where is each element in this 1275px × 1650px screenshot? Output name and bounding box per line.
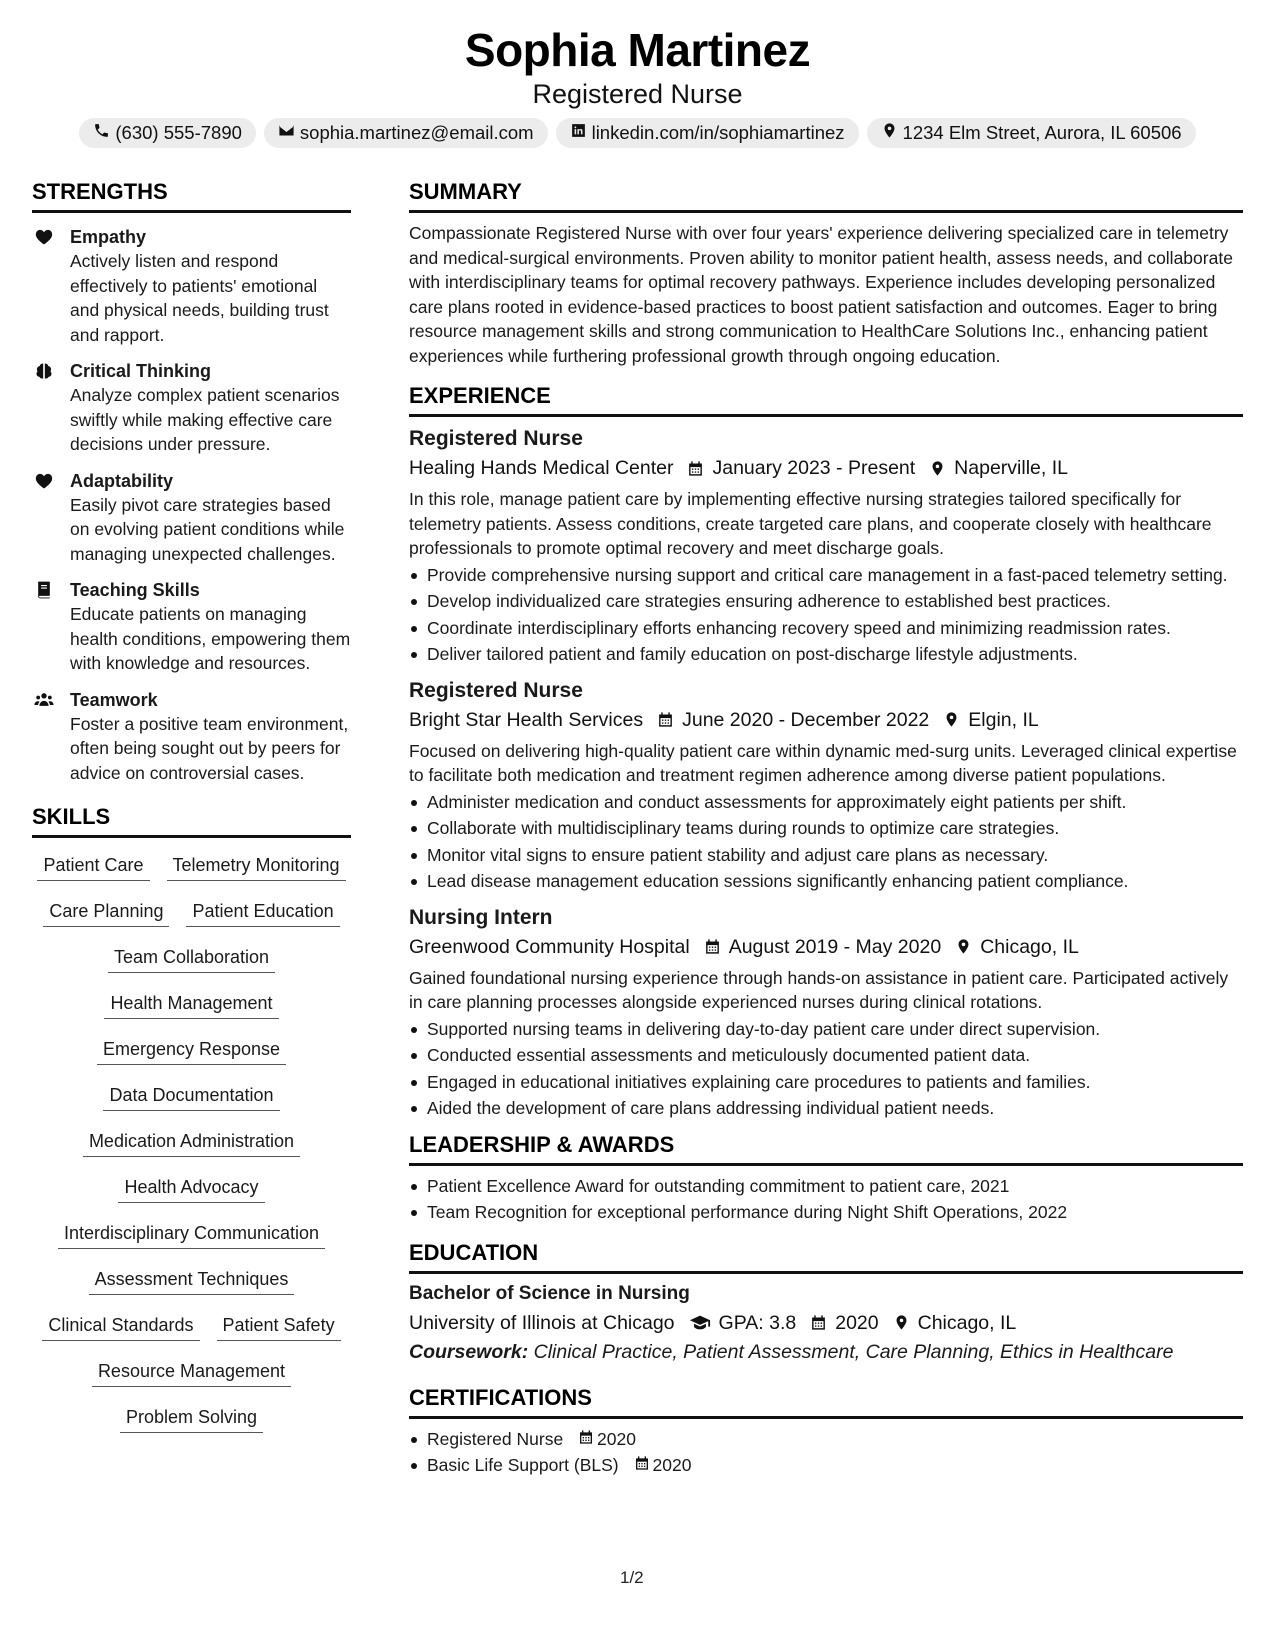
skill-tag: Resource Management xyxy=(92,1356,291,1387)
job-bullet: Lead disease management education sessions significantly enhancing patient compliance. xyxy=(409,869,1243,894)
contact-linkedin[interactable] xyxy=(556,118,859,148)
strength-title: Adaptability xyxy=(70,470,174,491)
strength-title: Critical Thinking xyxy=(70,361,212,381)
job-entry xyxy=(409,904,1243,1121)
job-location: Elgin, IL xyxy=(968,708,1039,731)
job-title: Registered Nurse xyxy=(409,427,583,450)
skill-tag: Team Collaboration xyxy=(108,942,275,973)
heart-icon xyxy=(34,471,54,491)
job-description: Focused on delivering high-quality patient care within dynamic med-surg units. Leveraged clinical expertise to facilitate both medication and treatment regimen adherence among diverse patient populations. xyxy=(409,740,1237,785)
job-dates: January 2023 - Present xyxy=(712,457,916,479)
awards-heading: LEADERSHIP & AWARDS xyxy=(409,1131,1243,1166)
job-bullet: Supported nursing teams in delivering day-to-day patient care under direct supervision. xyxy=(409,1017,1243,1042)
certification-name: Registered Nurse xyxy=(427,1428,564,1449)
left-column xyxy=(32,178,351,1448)
users-icon xyxy=(34,690,54,710)
job-company: Bright Star Health Services xyxy=(409,708,644,731)
award-item: Team Recognition for exceptional performance during Night Shift Operations, 2022 xyxy=(409,1200,1243,1225)
skill-tag: Health Management xyxy=(104,988,278,1019)
strength-desc: Easily pivot care strategies based on evolving patient conditions while managing unexpected challenges. xyxy=(70,494,345,564)
strength-item xyxy=(32,469,351,567)
strengths-heading: STRENGTHS xyxy=(32,178,351,213)
calendar-icon xyxy=(634,1453,650,1478)
phone-icon xyxy=(93,122,110,144)
education-location: Chicago, IL xyxy=(917,1311,1017,1334)
contact-bar xyxy=(0,118,1275,148)
skill-tag: Patient Care xyxy=(37,850,149,881)
certification-item xyxy=(409,1453,1243,1478)
job-location: Naperville, IL xyxy=(954,457,1068,479)
candidate-role: Registered Nurse xyxy=(532,79,743,109)
job-bullet: Develop individualized care strategies ensuring adherence to established best practices. xyxy=(409,589,1243,614)
strength-title: Teamwork xyxy=(70,689,158,710)
strength-title: Teaching Skills xyxy=(70,580,200,600)
skill-tag: Emergency Response xyxy=(97,1034,286,1065)
skill-tag: Problem Solving xyxy=(120,1402,263,1433)
strength-item xyxy=(32,578,351,676)
skill-tag: Data Documentation xyxy=(103,1080,279,1111)
job-bullet: Collaborate with multidisciplinary teams during rounds to optimize care strategies. xyxy=(409,816,1243,841)
strength-item xyxy=(32,688,351,786)
strength-item xyxy=(32,359,351,457)
job-title: Nursing Intern xyxy=(409,905,553,929)
job-entry xyxy=(409,677,1243,894)
map-pin-icon xyxy=(929,460,946,477)
skills-heading: SKILLS xyxy=(32,803,351,838)
job-description: In this role, manage patient care by implementing effective nursing strategies tailored specifically for telemetry patients. Assess conditions, create targeted care plans, and cooperate closely with healthcare professionals to promote optimal recovery and meet discharge goals. xyxy=(409,489,1212,558)
certification-name: Basic Life Support (BLS) xyxy=(427,1455,619,1475)
contact-email[interactable] xyxy=(264,118,548,148)
map-pin-icon xyxy=(943,711,960,728)
job-bullet: Conducted essential assessments and meticulously documented patient data. xyxy=(409,1043,1243,1068)
job-company: Greenwood Community Hospital xyxy=(409,935,690,958)
page-number: 1/2 xyxy=(620,1568,644,1587)
skill-tag: Interdisciplinary Communication xyxy=(58,1218,325,1249)
calendar-icon xyxy=(657,711,674,728)
strength-desc: Foster a positive team environment, often being sought out by peers for advice on controversial cases. xyxy=(70,713,349,783)
job-bullet: Administer medication and conduct assessments for approximately eight patients per shift. xyxy=(409,790,1243,815)
experience-heading: EXPERIENCE xyxy=(409,382,1243,417)
calendar-icon xyxy=(578,1427,594,1452)
envelope-icon xyxy=(278,122,295,144)
skill-tag: Care Planning xyxy=(43,896,169,927)
candidate-name: Sophia Martinez xyxy=(464,24,811,76)
skill-tag: Medication Administration xyxy=(83,1126,300,1157)
resume-header xyxy=(0,0,1275,148)
job-bullet: Engaged in educational initiatives explaining care procedures to patients and families. xyxy=(409,1070,1243,1095)
phone-text: (630) 555-7890 xyxy=(115,122,242,143)
job-location: Chicago, IL xyxy=(980,935,1079,958)
coursework xyxy=(409,1338,1243,1366)
email-text: sophia.martinez@email.com xyxy=(299,122,534,143)
calendar-icon xyxy=(687,460,704,477)
calendar-icon xyxy=(810,1314,827,1331)
job-bullet: Provide comprehensive nursing support and critical care management in a fast-paced telemetry setting. xyxy=(409,563,1243,588)
heart-icon xyxy=(34,227,54,247)
skill-tag: Patient Education xyxy=(186,896,339,927)
map-pin-icon xyxy=(881,122,898,144)
job-bullet: Coordinate interdisciplinary efforts enhancing recovery speed and minimizing readmission rates. xyxy=(409,616,1243,641)
strength-title: Empathy xyxy=(70,227,147,247)
award-item: Patient Excellence Award for outstanding commitment to patient care, 2021 xyxy=(409,1174,1243,1199)
certifications-heading: CERTIFICATIONS xyxy=(409,1384,1243,1419)
school-name: University of Illinois at Chicago xyxy=(409,1311,675,1334)
linkedin-icon xyxy=(570,122,587,144)
summary-heading: SUMMARY xyxy=(409,178,1243,213)
skill-tag: Patient Safety xyxy=(217,1310,341,1341)
strength-item xyxy=(32,225,351,347)
summary-text: Compassionate Registered Nurse with over four years' experience delivering specialized care in telemetry and medical-surgical environments. Proven ability to monitor patient health, assess needs, and collaborate with interdisciplinary teams for optimal recovery pathways. Experience includes developing personalized care plans rooted in evidence-based practices to boost patient satisfaction and outcomes. Eager to bring resource management skills and strong communication to HealthCare Solutions Inc., enhancing patient experiences while furthering professional growth through ongoing education. xyxy=(409,223,1233,366)
gpa-text: GPA: 3.8 xyxy=(718,1311,797,1334)
job-description: Gained foundational nursing experience through hands-on assistance in patient care. Participated actively in care planning processes alongside experienced nurses during clinical rotations. xyxy=(409,967,1229,1012)
address-text: 1234 Elm Street, Aurora, IL 60506 xyxy=(902,122,1182,143)
degree-name: Bachelor of Science in Nursing xyxy=(409,1282,690,1304)
brain-icon xyxy=(34,361,54,381)
job-bullet: Aided the development of care plans addressing individual patient needs. xyxy=(409,1096,1243,1121)
job-dates: August 2019 - May 2020 xyxy=(728,935,942,958)
linkedin-text: linkedin.com/in/sophiamartinez xyxy=(591,122,845,143)
job-company: Healing Hands Medical Center xyxy=(409,457,674,479)
coursework-label: Coursework: xyxy=(409,1340,529,1363)
graduation-year: 2020 xyxy=(835,1311,879,1334)
skills-list xyxy=(32,850,351,1448)
strength-desc: Analyze complex patient scenarios swiftly while making effective care decisions under pressure. xyxy=(70,385,340,454)
skill-tag: Health Advocacy xyxy=(118,1172,264,1203)
map-pin-icon xyxy=(893,1314,910,1331)
job-bullet: Deliver tailored patient and family education on post-discharge lifestyle adjustments. xyxy=(409,642,1243,667)
certification-year: 2020 xyxy=(597,1428,636,1449)
certification-item xyxy=(409,1427,1243,1452)
graduation-cap-icon xyxy=(689,1312,711,1334)
calendar-icon xyxy=(704,938,721,955)
contact-phone[interactable] xyxy=(79,118,256,148)
map-pin-icon xyxy=(955,938,972,955)
contact-address xyxy=(867,118,1196,148)
job-title: Registered Nurse xyxy=(409,678,583,702)
job-dates: June 2020 - December 2022 xyxy=(682,708,930,731)
skill-tag: Assessment Techniques xyxy=(89,1264,295,1295)
skill-tag: Clinical Standards xyxy=(42,1310,199,1341)
job-bullet: Monitor vital signs to ensure patient stability and adjust care plans as necessary. xyxy=(409,843,1243,868)
strength-desc: Actively listen and respond effectively to patients' emotional and physical needs, building trust and rapport. xyxy=(70,251,329,345)
coursework-list: Clinical Practice, Patient Assessment, Care Planning, Ethics in Healthcare xyxy=(533,1340,1174,1363)
strength-desc: Educate patients on managing health conditions, empowering them with knowledge and resources. xyxy=(70,604,351,673)
skill-tag: Telemetry Monitoring xyxy=(167,850,346,881)
certification-year: 2020 xyxy=(652,1455,692,1475)
education-heading: EDUCATION xyxy=(409,1239,1243,1274)
book-icon xyxy=(34,580,54,600)
job-entry xyxy=(409,425,1243,667)
right-column xyxy=(409,178,1243,1480)
